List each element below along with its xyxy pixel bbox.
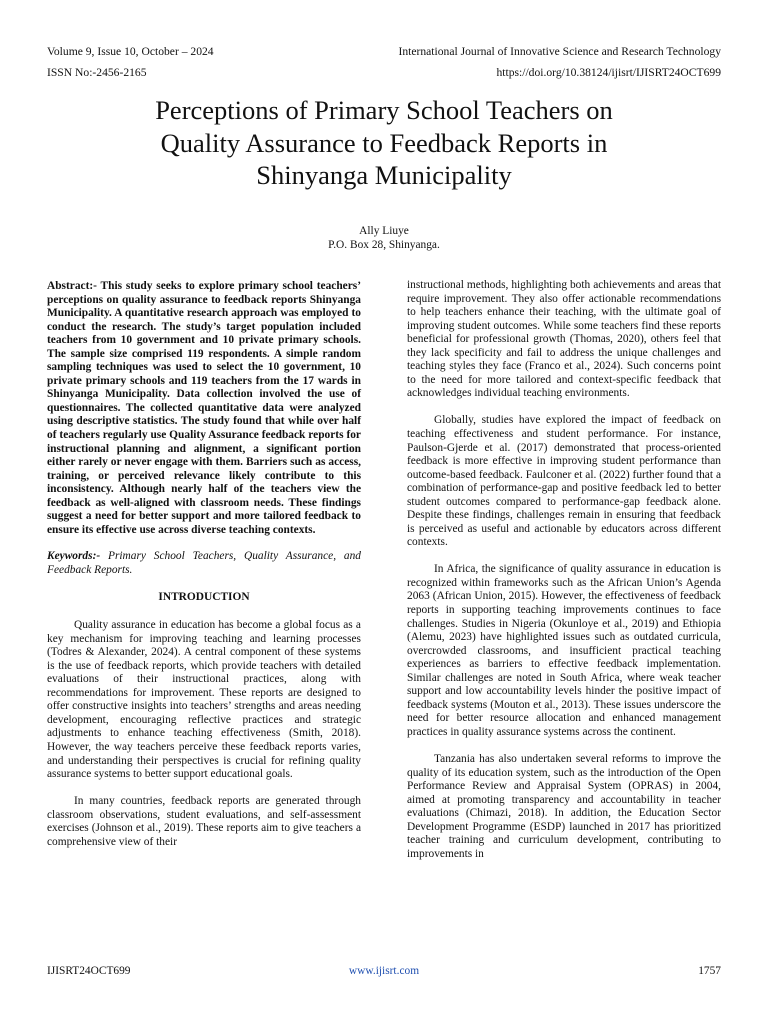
page-number: 1757 xyxy=(698,965,721,977)
footer-code: IJISRT24OCT699 xyxy=(47,965,131,977)
author-block xyxy=(0,225,768,252)
issn: ISSN No:-2456-2165 xyxy=(47,66,147,79)
title-line-3: Shinyanga Municipality xyxy=(256,160,512,190)
title-line-1: Perceptions of Primary School Teachers on xyxy=(155,95,613,125)
paper-title xyxy=(60,94,708,192)
paragraph: Tanzania has also undertaken several reforms to improve the quality of its education system, such as the introduction of the Open Performance Review and Appraisal System (OPRAS) in 2004, aimed at promoting transparency and accountability in teacher evaluations (Chimazi, 2018). In addition, the Education Sector Development Programme (ESDP) launched in 2017 has prioritized teacher training and curriculum development, contributing to improvements in xyxy=(407,753,721,860)
right-column xyxy=(407,279,721,861)
author-address: P.O. Box 28, Shinyanga. xyxy=(328,238,440,251)
footer-website-link[interactable]: www.ijisrt.com xyxy=(348,965,420,977)
keywords-label: Keywords:- xyxy=(47,550,101,563)
section-heading-introduction: INTRODUCTION xyxy=(158,591,250,604)
abstract: Abstract:- This study seeks to explore primary school teachers’ perceptions on quality assurance to feedback reports Shinyanga Municipality. A quantitative research approach was employed to conduct the research. The study’s target population included teachers from 10 government and 10 private primary schools. The sample size comprised 119 respondents. A simple random sampling techniques was used to select the 10 government, 10 private primary schools and 119 teachers from the 17 wards in Shinyanga Municipality. Data collection involved the use of questionnaires. The collected quantitative data were analyzed using descriptive statistics. The study found that while over half of teachers regularly use Quality Assurance feedback reports for instructional planning and alignment, a significant portion either rarely or never engage with them. Barriers such as access, training, or perceived relevance likely contribute to this inconsistency. Although nearly half of the teachers view the feedback as well-aligned with classroom needs. These findings suggest a need for better support and more tailored feedback to ensure its effective use across diverse teaching contexts. xyxy=(47,280,361,536)
volume-issue: Volume 9, Issue 10, October – 2024 xyxy=(47,45,214,58)
paragraph: In many countries, feedback reports are generated through classroom observations, student evaluations, and self-assessment exercises (Johnson et al., 2019). These reports aim to give teachers a comprehensive view of their xyxy=(47,795,361,848)
doi-link[interactable]: https://doi.org/10.38124/ijisrt/IJISRT24OCT699 xyxy=(496,66,721,79)
paragraph: In Africa, the significance of quality assurance in education is recognized within frameworks such as the African Union’s Agenda 2063 (African Union, 2015). However, the effectiveness of feedback reports in supporting teaching improvements continues to face challenges. Studies in Nigeria (Okunloye et al., 2019) and Ethiopia (Alemu, 2023) have highlighted issues such as outdated curricula, overcrowded classrooms, and insufficient practical teaching experiences as barriers to effective feedback implementation. Similar challenges are noted in South Africa, where weak teacher support and low accountability levels hinder the positive impact of feedback systems (Mouton et al., 2013). These issues underscore the need for better resource allocation and enhanced management practices in quality assurance systems across the continent. xyxy=(407,563,721,738)
left-column xyxy=(47,280,361,849)
paragraph: Quality assurance in education has become a global focus as a key mechanism for improving teaching and learning processes (Todres & Alexander, 2024). A central component of these systems is the use of feedback reports, which provide teachers with detailed evaluations of their instructional practices, along with recommendations for improvement. These reports are designed to offer constructive insights into teachers’ strengths and areas needing development, encouraging reflective practices and strategic adjustments to enhance teaching effectiveness (Smith, 2018). However, the way teachers perceive these feedback reports varies, and understanding their perspectives is crucial for refining quality assurance systems to better support educational goals. xyxy=(47,619,361,781)
author-name: Ally Liuye xyxy=(359,225,409,237)
journal-name: International Journal of Innovative Science and Research Technology xyxy=(398,45,721,58)
title-line-2: Quality Assurance to Feedback Reports in xyxy=(160,127,608,158)
paragraph: Globally, studies have explored the impact of feedback on teaching effectiveness and student performance. For instance, Paulson-Gjerde et al. (2017) demonstrated that process-oriented feedback is more effective in improving student performance than outcome-based feedback. Faulconer et al. (2022) further found that a combination of performance-gap and positive feedback led to better student outcomes compared to performance-gap feedback alone. Despite these findings, challenges remain in ensuring that feedback is perceived as useful and actionable by educators across different contexts. xyxy=(407,414,721,549)
keywords xyxy=(47,550,361,577)
keywords-text: Primary School Teachers, Quality Assurance, and Feedback Reports. xyxy=(47,550,361,576)
paragraph: instructional methods, highlighting both achievements and areas that require improvement. They also offer actionable recommendations to help teachers enhance their teaching, with the ultimate goal of improving student outcomes. While some teachers find these reports beneficial for professional growth (Thomas, 2020), others feel that they lack specificity and fail to address the unique challenges and teaching styles they face (Franco et al., 2024). Such concerns point to the need for more tailored and context-specific feedback that acknowledges individual teaching environments. xyxy=(407,279,721,400)
